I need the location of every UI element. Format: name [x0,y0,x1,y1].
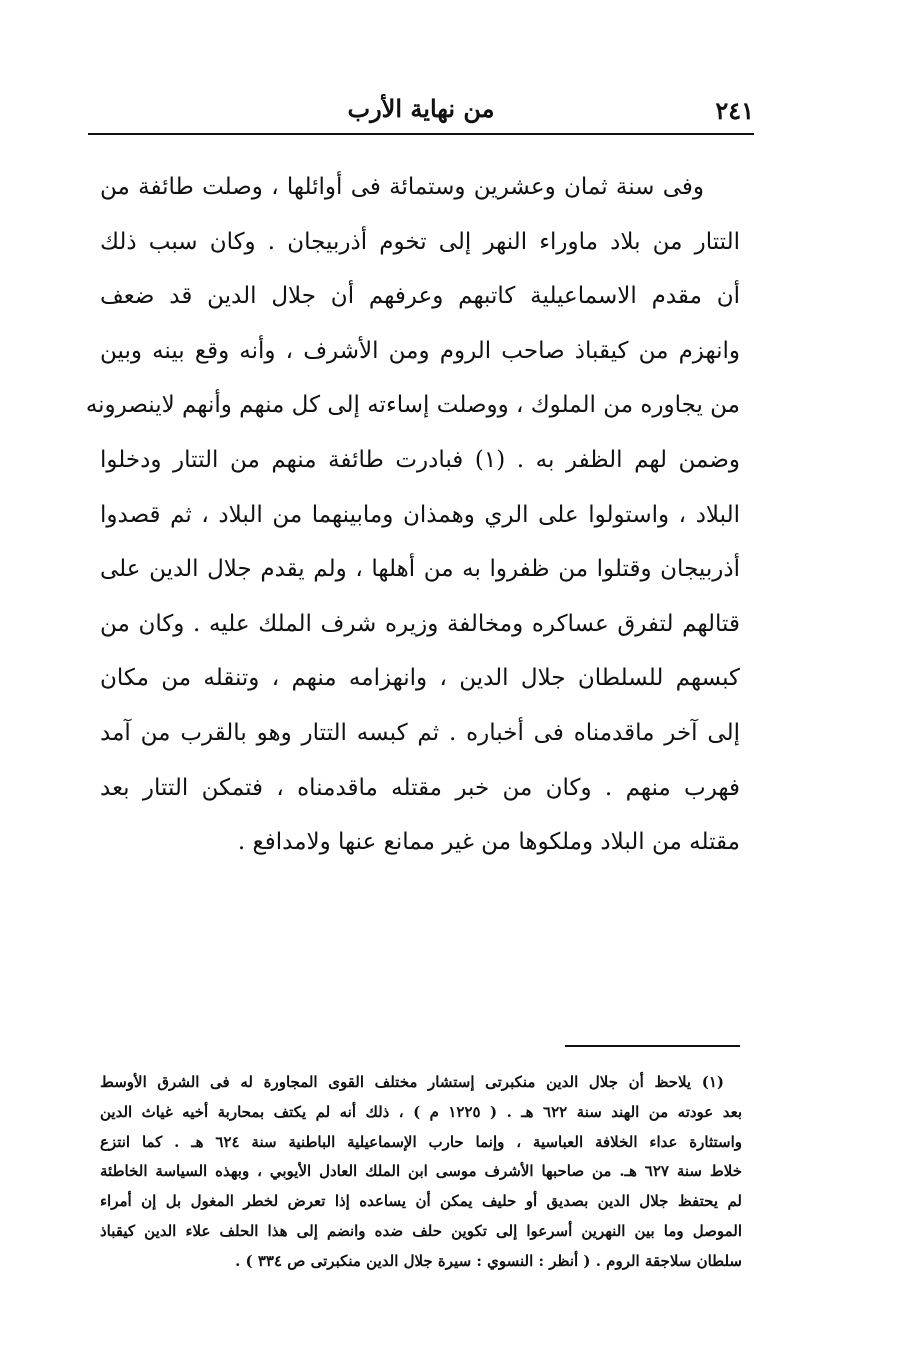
footnote-line: واستثارة عداء الخلافة العباسية ، وإنما حارب الإسماعيلية الباطنية سنة ٦٢٤ هـ . كما انتزع [100,1132,742,1151]
footnote-line: سلطان سلاجقة الروم . ( أنظر : النسوي : سيرة جلال الدين منكبرتى ص ٣٣٤ ) . [235,1251,742,1270]
text-line: مقتله من البلاد وملكوها من غير ممانع عنها ولامدافع . [237,829,740,856]
header-rule [88,133,754,135]
text-line: كبسهم للسلطان جلال الدين ، وانهزامه منهم ، وتنقله من مكان [100,665,740,692]
main-text [85,160,740,870]
text-line: التتار من بلاد ماوراء النهر إلى تخوم أذربيجان . وكان سبب ذلك [100,228,740,255]
text-line: وضمن لهم الظفر به . (١) فبادرت طائفة منهم من التتار ودخلوا [100,446,740,473]
text-line: وانهزم من كيقباذ صاحب الروم ومن الأشرف ، وأنه وقع بينه وبين [100,337,740,364]
text-line: إلى آخر ماقدمناه فى أخباره . ثم كبسه التتار وهو بالقرب من آمد [100,719,740,746]
footnote-rule [565,1045,740,1047]
footnote-line: لم يحتفظ جلال الدين بصديق أو حليف يمكن أن يساعده إذا تعرض لخطر المغول بل إن أمراء [100,1192,742,1211]
page-header [88,94,754,134]
footnote-line: (١) يلاحظ أن جلال الدين منكبرتى إستشار مختلف القوى المجاورة له فى الشرق الأوسط [100,1073,724,1091]
text-line: البلاد ، واستولوا على الري وهمذان ومابينهما من البلاد ، ثم قصدوا [100,501,740,528]
footnote-line: بعد عودته من الهند سنة ٦٢٢ هـ . ( ١٢٢٥ م ) ، ذلك أنه لم يكتف بمحاربة أخيه غياث الدين [100,1102,742,1121]
footnote-line: الموصل وما بين النهرين أسرعوا إلى تكوين حلف ضده وانضم إلى هذا الحلف علاء الدين كيقباذ [100,1221,742,1240]
page-number: ٢٤١ [715,96,754,125]
running-title: من نهاية الأرب [347,94,495,123]
footnote-line: خلاط سنة ٦٢٧ هـ. من صاحبها الأشرف موسى ابن الملك العادل الأيوبي ، وبهذه السياسة الخاطئة [100,1162,742,1181]
text-line: فهرب منهم . وكان من خبر مقتله ماقدمناه ، فتمكن التتار بعد [100,774,740,801]
footnote [100,1068,742,1277]
text-line: وفى سنة ثمان وعشرين وستمائة فى أوائلها ، وصلت طائفة من [100,174,704,200]
text-line: من يجاوره من الملوك ، ووصلت إساءته إلى كل منهم وأنهم لاينصرونه [85,392,740,419]
text-line: أذربيجان وقتلوا من ظفروا به من أهلها ، ولم يقدم جلال الدين على [100,556,740,583]
text-line: قتالهم لتفرق عساكره ومخالفة وزيره شرف الملك عليه . وكان من [100,610,740,637]
text-line: أن مقدم الاسماعيلية كاتبهم وعرفهم أن جلال الدين قد ضعف [100,283,740,310]
